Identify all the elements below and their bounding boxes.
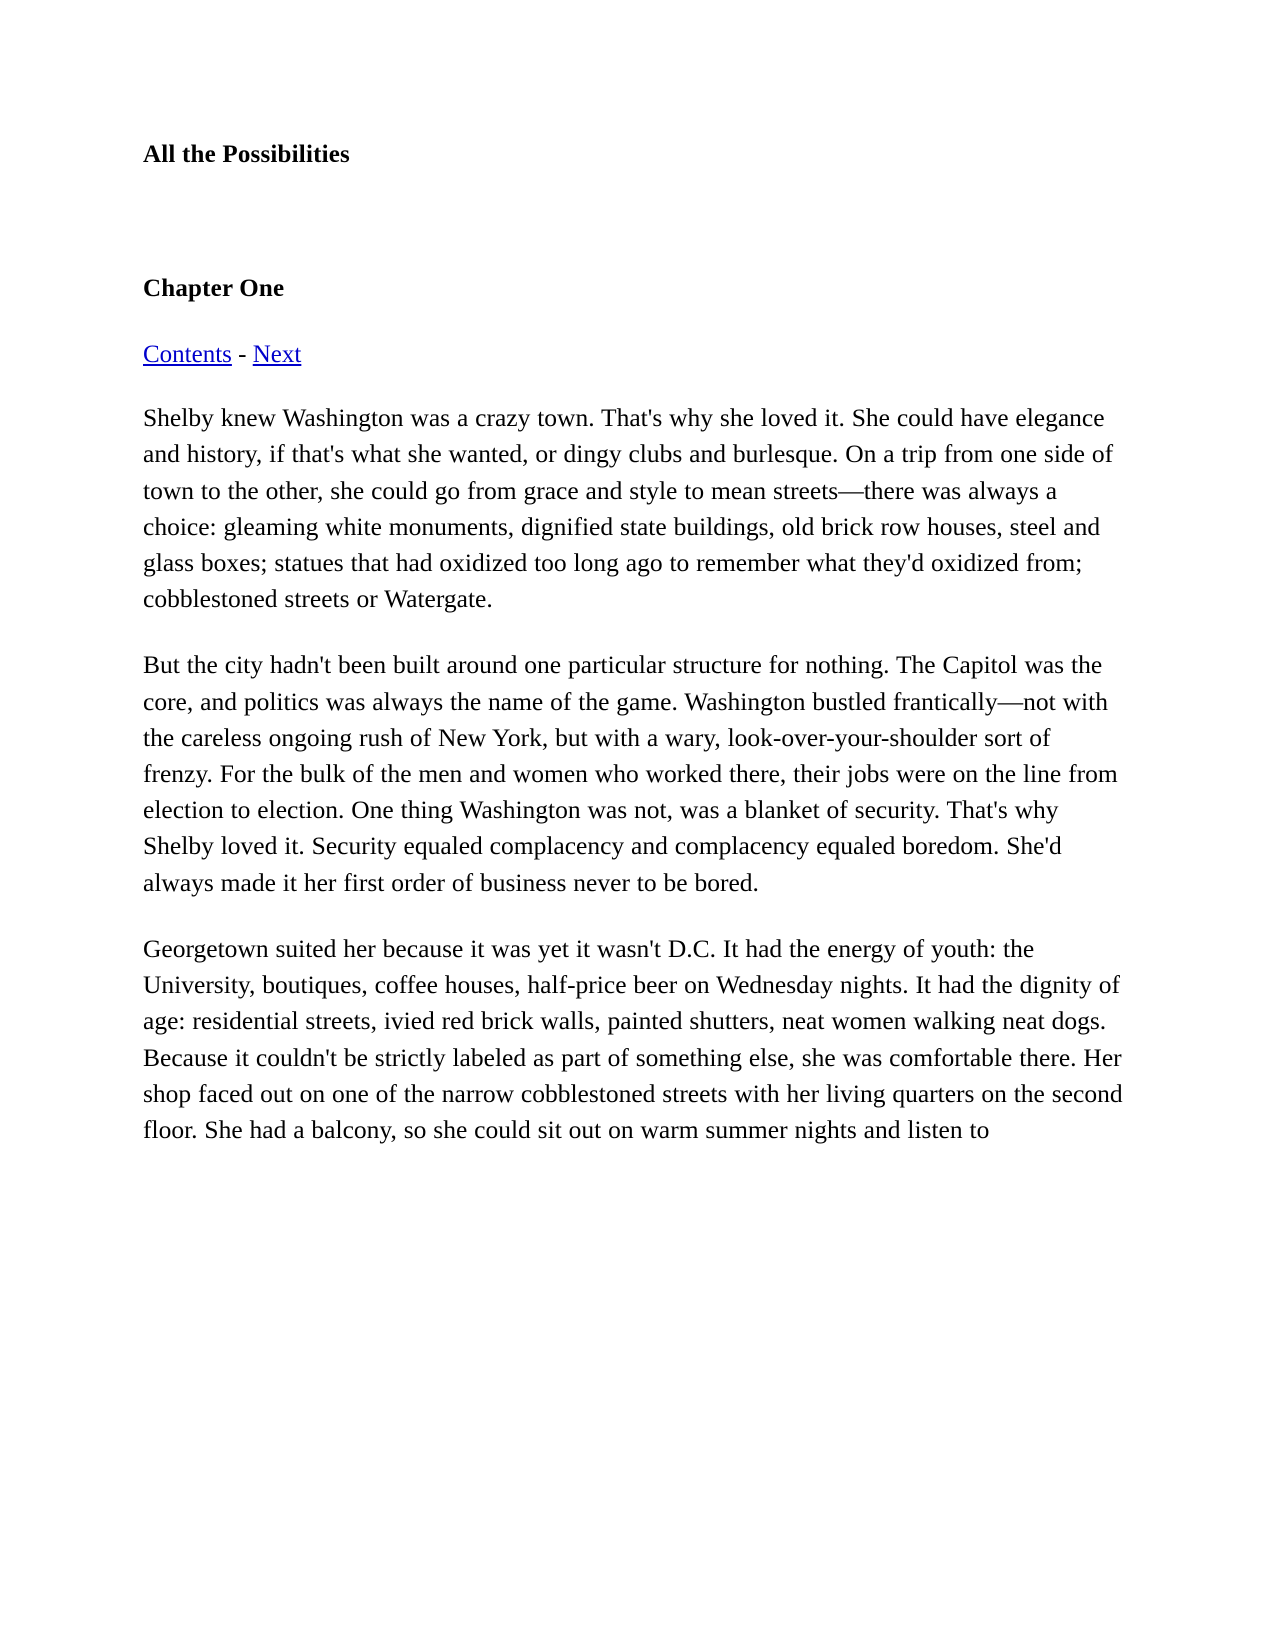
body-paragraph: Georgetown suited her because it was yet it wasn't D.C. It had the energy of youth: the University, boutiques, coffee houses, half-price beer on Wednesday nights. It had the dignity of age: residential streets, ivied red brick walls, painted shutters, neat women walking neat dogs. Because it couldn't be strictly labeled as part of something else, she was comfortable there. Her shop faced out on one of the narrow cobblestoned streets with her living quarters on the second floor. She had a balcony, so she could sit out on warm summer nights and listen to [143,933,1123,1144]
nav-separator: - [231,341,253,368]
body-paragraph: Shelby knew Washington was a crazy town. That's why she loved it. She could have elegance and history, if that's what she wanted, or dingy clubs and burlesque. On a trip from one side of town to the other, she could go from grace and style to mean streets—there was always a choice: gleaming white monuments, dignified state buildings, old brick row houses, steel and glass boxes; statues that had oxidized too long ago to remember what they'd oxidized from; cobblestoned streets or Watergate. [143,403,1114,614]
next-link[interactable]: Next [252,341,302,368]
chapter-heading: Chapter One [143,275,285,302]
page-title: All the Possibilities [143,141,350,168]
navigation-links [143,339,1127,370]
body-paragraph: But the city hadn't been built around one particular structure for nothing. The Capitol was the core, and politics was always the name of the game. Washington bustled frantically—not with the careless ongoing rush of New York, but with a wary, look-over-your-shoulder sort of frenzy. For the bulk of the men and women who worked there, their jobs were on the line from election to election. One thing Washington was not, was a blanket of security. That's why Shelby loved it. Security equaled complacency and complacency equaled boredom. She'd always made it her first order of business never to be bored. [143,650,1118,897]
contents-link[interactable]: Contents [143,341,232,368]
